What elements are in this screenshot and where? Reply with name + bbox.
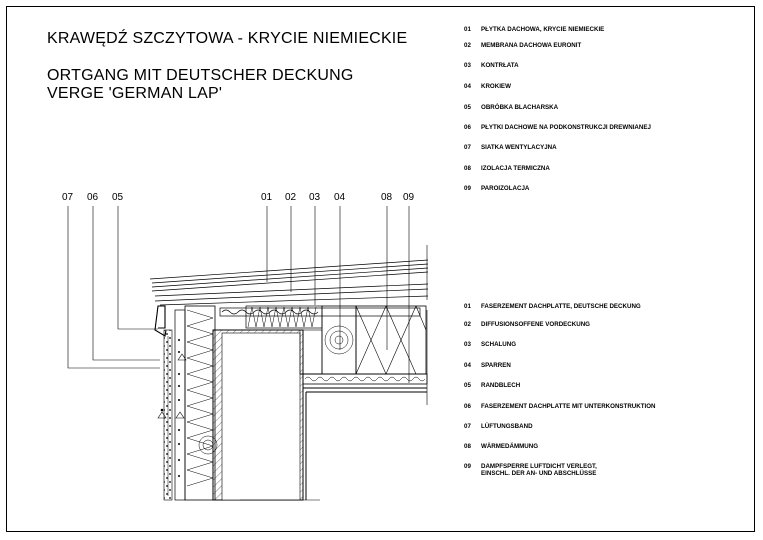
callout-label: 03 xyxy=(309,192,321,203)
legend-row: 01 FASERZEMENT DACHPLATTE, DEUTSCHE DECKUNG xyxy=(464,303,641,310)
legend-row: 06 FASERZEMENT DACHPLATTE MIT UNTERKONSTRUKTION xyxy=(464,403,656,410)
legend-row: 08 WÄRMEDÄMMUNG xyxy=(464,443,539,450)
legend-row: 03 KONTRŁATA xyxy=(464,62,519,69)
legend-row: 05 RANDBLECH xyxy=(464,382,521,389)
callout-label: 01 xyxy=(261,192,273,203)
legend-row: 02 MEMBRANA DACHOWA EURONIT xyxy=(464,42,582,49)
legend-row: 03 SCHALUNG xyxy=(464,341,517,348)
title-polish: KRAWĘDŹ SZCZYTOWA - KRYCIE NIEMIECKIE xyxy=(47,30,408,47)
callout-label: 08 xyxy=(381,192,393,203)
callout-label: 09 xyxy=(403,192,415,203)
legend-row: 08 IZOLACJA TERMICZNA xyxy=(464,165,550,172)
legend-row: 09 DAMPFSPERRE LUFTDICHT VERLEGT, EINSCHL. DER AN- UND ABSCHLÜSSE xyxy=(464,463,597,477)
legend-row: 07 SIATKA WENTYLACYJNA xyxy=(464,144,557,151)
legend-row: 05 OBRÓBKA BLACHARSKA xyxy=(464,104,559,111)
callout-label: 02 xyxy=(285,192,297,203)
callout-label: 06 xyxy=(87,192,99,203)
callout-label: 05 xyxy=(112,192,124,203)
legend-row: 04 SPARREN xyxy=(464,362,511,369)
legend-row: 04 KROKIEW xyxy=(464,83,511,90)
callout-label: 04 xyxy=(334,192,346,203)
legend-row: 06 PŁYTKI DACHOWE NA PODKONSTRUKCJI DREWNIANEJ xyxy=(464,124,651,131)
roof-tiles xyxy=(150,260,428,305)
legend-row: 07 LÜFTUNGSBAND xyxy=(464,423,533,430)
legend-row: 01 PŁYTKA DACHOWA, KRYCIE NIEMIECKIE xyxy=(464,26,605,33)
legend-row: 02 DIFFUSIONSOFFENE VORDECKUNG xyxy=(464,321,590,328)
legend-row: 09 PAROIZOLACJA xyxy=(464,185,530,192)
callout-label: 07 xyxy=(62,192,74,203)
title-german: ORTGANG MIT DEUTSCHER DECKUNG xyxy=(47,67,354,84)
title-english: VERGE 'GERMAN LAP' xyxy=(47,85,223,102)
